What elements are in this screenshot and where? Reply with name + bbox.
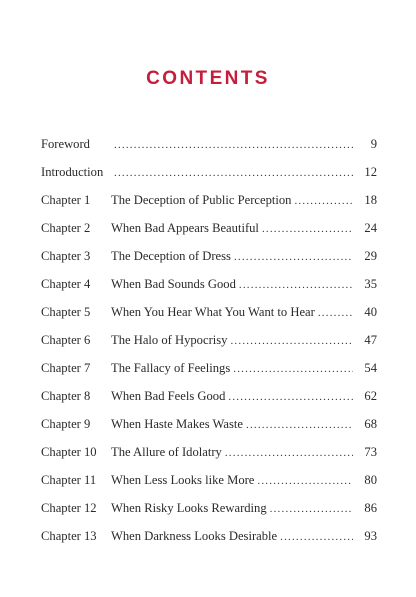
toc-page-number: 68	[364, 417, 377, 431]
toc-entry-label: Chapter 3	[41, 249, 91, 263]
toc-entry	[41, 470, 377, 498]
toc-entry	[41, 134, 377, 162]
toc-entry-line	[111, 470, 377, 491]
toc-entry-title: The Allure of Idolatry	[111, 445, 222, 459]
toc-entry-title: The Halo of Hypocrisy	[111, 333, 228, 347]
toc-entry-line	[111, 414, 377, 435]
toc-entry-label: Chapter 4	[41, 277, 91, 291]
toc-page-number: 12	[364, 165, 377, 179]
toc-entry-label: Chapter 5	[41, 305, 91, 319]
dot-leader	[294, 191, 353, 211]
toc-page-number: 40	[364, 305, 377, 319]
dot-leader	[114, 163, 353, 183]
toc-entry-line	[111, 442, 377, 463]
toc-entry	[41, 414, 377, 442]
toc-entry-title: The Deception of Dress	[111, 249, 231, 263]
toc-entry-label: Chapter 9	[41, 417, 91, 431]
toc-entry-label: Chapter 1	[41, 193, 91, 207]
dot-leader	[257, 471, 353, 491]
toc-entry-label: Chapter 7	[41, 361, 91, 375]
toc-entry-title: When Less Looks like More	[111, 473, 255, 487]
dot-leader	[239, 275, 353, 295]
table-of-contents	[41, 134, 377, 554]
toc-entry	[41, 218, 377, 246]
toc-entry-title: When Darkness Looks Desirable	[111, 529, 278, 543]
toc-entry	[41, 302, 377, 330]
dot-leader	[230, 331, 353, 351]
toc-page-number: 86	[364, 501, 377, 515]
toc-entry-label: Chapter 6	[41, 333, 91, 347]
toc-page-number: 18	[364, 193, 377, 207]
toc-entry	[41, 442, 377, 470]
toc-entry-line	[111, 526, 377, 547]
toc-entry	[41, 162, 377, 190]
toc-entry-title: When Bad Feels Good	[111, 389, 226, 403]
toc-page-number: 9	[370, 137, 377, 151]
toc-entry	[41, 358, 377, 386]
toc-entry-line	[111, 134, 377, 155]
toc-entry-title: When You Hear What You Want to Hear	[111, 305, 315, 319]
dot-leader	[233, 359, 353, 379]
toc-entry-line	[111, 330, 377, 351]
toc-entry-title: When Bad Appears Beautiful	[111, 221, 259, 235]
toc-entry-label: Chapter 2	[41, 221, 91, 235]
toc-entry-title: The Deception of Public Perception	[111, 193, 292, 207]
toc-entry-line	[111, 190, 377, 211]
toc-entry-title: When Bad Sounds Good	[111, 277, 236, 291]
dot-leader	[246, 415, 353, 435]
toc-entry-line	[111, 358, 377, 379]
toc-page-number: 73	[364, 445, 377, 459]
toc-entry	[41, 498, 377, 526]
toc-entry	[41, 246, 377, 274]
dot-leader	[318, 303, 353, 323]
toc-entry-line	[111, 302, 377, 323]
toc-entry-line	[111, 274, 377, 295]
toc-entry-label: Foreword	[41, 137, 90, 151]
dot-leader	[225, 443, 353, 463]
toc-entry-line	[111, 498, 377, 519]
toc-page-number: 47	[364, 333, 377, 347]
toc-entry	[41, 274, 377, 302]
toc-entry-label: Chapter 10	[41, 445, 97, 459]
dot-leader	[234, 247, 353, 267]
toc-page-number: 80	[364, 473, 377, 487]
toc-entry-title: The Fallacy of Feelings	[111, 361, 231, 375]
toc-page-number: 93	[364, 529, 377, 543]
toc-page-number: 24	[364, 221, 377, 235]
toc-entry-title: When Risky Looks Rewarding	[111, 501, 267, 515]
dot-leader	[228, 387, 353, 407]
toc-entry-line	[111, 386, 377, 407]
toc-entry-label: Chapter 8	[41, 389, 91, 403]
toc-entry-title: When Haste Makes Waste	[111, 417, 243, 431]
dot-leader	[114, 135, 353, 155]
toc-page-number: 35	[364, 277, 377, 291]
toc-entry-line	[111, 218, 377, 239]
dot-leader	[280, 527, 353, 547]
toc-entry-label: Chapter 13	[41, 529, 97, 543]
toc-entry	[41, 386, 377, 414]
toc-page-number: 54	[364, 361, 377, 375]
toc-entry	[41, 526, 377, 554]
toc-entry-label: Chapter 11	[41, 473, 97, 487]
toc-entry-line	[111, 246, 377, 267]
toc-entry-label: Chapter 12	[41, 501, 97, 515]
toc-page-number: 29	[364, 249, 377, 263]
toc-entry-line	[111, 162, 377, 183]
page-title: CONTENTS	[146, 68, 270, 89]
toc-entry-label: Introduction	[41, 165, 104, 179]
toc-entry	[41, 330, 377, 358]
dot-leader	[262, 219, 353, 239]
dot-leader	[270, 499, 353, 519]
toc-entry	[41, 190, 377, 218]
toc-page-number: 62	[364, 389, 377, 403]
